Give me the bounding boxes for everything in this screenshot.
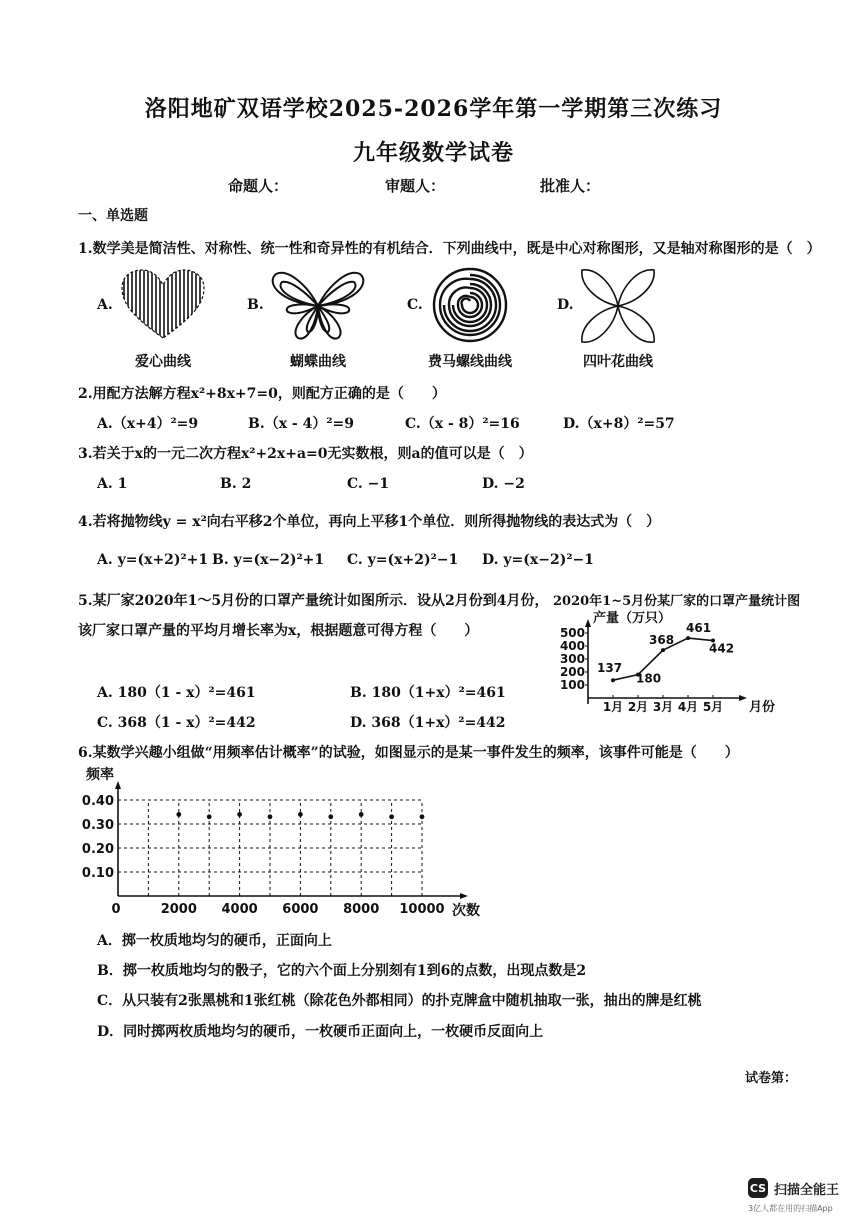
chart1-x-axis-label: 月份	[749, 700, 776, 715]
section-heading: 一、单选题	[78, 208, 148, 224]
q1-option-a-letter: A.	[97, 297, 113, 313]
q2-option-d: D.（x+8）²=57	[563, 416, 675, 432]
reviewer-label: 审题人：	[385, 177, 446, 195]
question-6-stem: 6.某数学兴趣小组做“用频率估计概率”的试验，如图显示的是某一事件发生的频率，该事件可能是（ ）	[78, 745, 739, 761]
chart2-y-axis-label: 频率	[86, 767, 114, 783]
q6-option-c: C．从只装有2张黑桃和1张红桃（除花色外都相同）的扑克牌盒中随机抽取一张，抽出的牌是红桃	[97, 993, 702, 1009]
chart2-x-tick-label: 6000	[282, 902, 319, 917]
chart1-y-tick-label: 300	[559, 652, 585, 666]
butterfly-curve-icon	[268, 266, 368, 344]
q6-frequency-chart	[78, 765, 498, 920]
chart1-data-label: 442	[709, 641, 735, 656]
q1-option-b-letter: B.	[247, 297, 264, 313]
exam-paper-title: 九年级数学试卷	[352, 140, 514, 166]
chart2-y-tick-label: 0.40	[81, 794, 114, 809]
chart2-x-tick-label: 2000	[160, 902, 197, 917]
q1-caption-b: 蝴蝶曲线	[290, 354, 346, 370]
q3-option-c: C. −1	[347, 476, 390, 492]
chart1-x-tick-label: 3月	[652, 700, 674, 714]
chart2-data-point	[328, 814, 333, 819]
chart1-data-label: 180	[636, 671, 662, 686]
q3-option-d: D. −2	[482, 476, 525, 492]
question-5-stem-line2: 该厂家口罩产量的平均月增长率为x，根据题意可得方程（ ）	[78, 623, 479, 639]
q5-production-line-chart	[555, 605, 785, 720]
chart1-y-tick-label: 500	[559, 626, 585, 640]
chart1-y-tick-label: 200	[559, 665, 585, 679]
chart2-y-tick-label: 0.30	[81, 818, 114, 833]
q4-option-a: A. y=(x+2)²+1	[97, 552, 209, 568]
q1-option-c-letter: C.	[407, 297, 423, 313]
q6-option-d: D．同时掷两枚质地均匀的硬币，一枚硬币正面向上，一枚硬币反面向上	[97, 1024, 544, 1040]
q6-option-a: A．掷一枚质地均匀的硬币，正面向上	[97, 933, 332, 949]
chart2-data-point	[237, 812, 242, 817]
q5-option-b: B. 180（1+x）²=461	[350, 685, 506, 701]
chart2-data-point	[268, 814, 273, 819]
chart1-y-axis-label: 产量（万只）	[593, 611, 672, 626]
q4-option-b: B. y=(x−2)²+1	[212, 552, 325, 568]
question-4-stem: 4.若将抛物线y = x²向右平移2个单位，再向上平移1个单位．则所得抛物线的表达式为（ ）	[78, 514, 661, 530]
chart2-x-tick-label: 8000	[343, 902, 380, 917]
chart1-x-tick-label: 1月	[602, 700, 624, 714]
chart2-data-point	[176, 812, 181, 817]
approver-label: 批准人：	[540, 177, 601, 195]
exam-school-title: 洛阳地矿双语学校2025-2026学年第一学期第三次练习	[144, 96, 723, 122]
heart-curve-icon	[118, 268, 208, 340]
q5-option-a: A. 180（1 - x）²=461	[97, 685, 256, 701]
scanner-watermark	[748, 1178, 839, 1198]
chart1-y-tick-label: 400	[559, 639, 585, 653]
chart1-x-tick-label: 2月	[627, 700, 649, 714]
chart2-x-tick-label: 10000	[399, 902, 445, 917]
q4-option-d: D. y=(x−2)²−1	[482, 552, 594, 568]
q6-option-b: B．掷一枚质地均匀的骰子，它的六个面上分别刻有1到6的点数，出现点数是2	[97, 963, 587, 979]
q1-option-d-letter: D.	[557, 297, 574, 313]
scanner-tagline: 3亿人都在用的扫描App	[748, 1204, 833, 1213]
chart1-data-label: 137	[597, 661, 623, 676]
q3-option-a: A. 1	[97, 476, 128, 492]
chart2-data-point	[207, 814, 212, 819]
q2-option-c: C.（x - 8）²=16	[405, 416, 520, 432]
chart2-data-point	[298, 812, 303, 817]
chart1-data-point	[611, 678, 615, 682]
chart1-data-label: 461	[686, 621, 712, 636]
chart2-data-point	[389, 814, 394, 819]
fermat-spiral-icon	[430, 266, 510, 344]
page-number-label: 试卷第：	[745, 1071, 798, 1086]
chart2-data-point	[359, 812, 364, 817]
chart1-x-tick-label: 5月	[702, 700, 724, 714]
chart1-data-point	[661, 648, 665, 652]
chart1-data-label: 368	[649, 633, 675, 648]
q5-option-d: D. 368（1+x）²=442	[350, 715, 506, 731]
camscanner-logo-icon: CS	[748, 1178, 768, 1198]
q1-caption-d: 四叶花曲线	[583, 354, 653, 370]
question-2-stem: 2.用配方法解方程x²+8x+7=0，则配方正确的是（ ）	[78, 386, 446, 402]
q4-option-c: C. y=(x+2)²−1	[347, 552, 459, 568]
chart2-x-tick-label: 0	[111, 902, 121, 917]
q3-option-b: B. 2	[220, 476, 252, 492]
q2-option-a: A.（x+4）²=9	[97, 416, 199, 432]
setter-label: 命题人：	[228, 177, 289, 195]
chart1-y-arrow	[585, 619, 591, 627]
chart1-x-arrow	[739, 695, 747, 701]
chart2-y-arrow	[115, 781, 121, 789]
chart2-y-tick-label: 0.20	[81, 842, 114, 857]
scanner-app-name: 扫描全能王	[774, 1182, 840, 1198]
four-leaf-curve-icon	[578, 266, 658, 346]
question-1-stem: 1.数学美是简洁性、对称性、统一性和奇异性的有机结合．下列曲线中，既是中心对称图形，又是轴对称图形的是（ ）	[78, 241, 821, 257]
chart1-x-tick-label: 4月	[677, 700, 699, 714]
chart2-y-tick-label: 0.10	[81, 866, 114, 881]
chart1-data-point	[686, 636, 690, 640]
chart2-x-axis-label: 次数	[452, 903, 480, 919]
chart2-x-tick-label: 4000	[221, 902, 258, 917]
question-3-stem: 3.若关于x的一元二次方程x²+2x+a=0无实数根，则a的值可以是（ ）	[78, 446, 533, 462]
chart1-y-tick-label: 100	[559, 678, 585, 692]
chart2-data-point	[420, 814, 425, 819]
q1-caption-a: 爱心曲线	[135, 354, 191, 370]
q1-caption-c: 费马螺线曲线	[428, 354, 512, 370]
question-5-stem-line1: 5.某厂家2020年1～5月份的口罩产量统计如图所示．设从2月份到4月份，	[78, 593, 549, 609]
q5-option-c: C. 368（1 - x）²=442	[97, 715, 256, 731]
q2-option-b: B.（x - 4）²=9	[248, 416, 354, 432]
chart2-x-arrow	[460, 893, 468, 899]
q5-chart-title: 2020年1~5月份某厂家的口罩产量统计图	[553, 594, 801, 609]
